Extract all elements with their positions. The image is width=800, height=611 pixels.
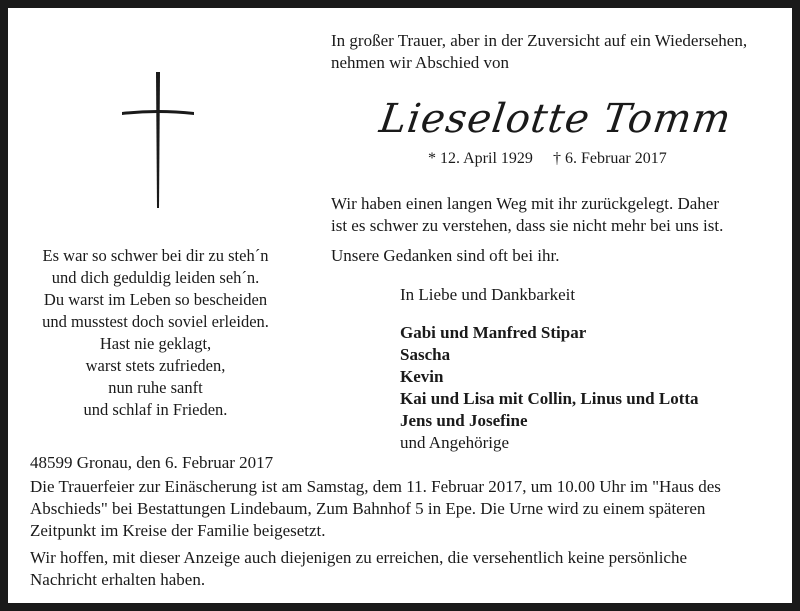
poem-line: Du warst im Leben so bescheiden	[43, 290, 268, 309]
cross-icon	[118, 70, 198, 210]
intro-line-1: In großer Trauer, aber in der Zuversicht auf ein Wiedersehen,	[331, 31, 748, 50]
mourner-name: Kai und Lisa mit Collin, Linus und Lotta	[400, 389, 699, 408]
mourners-relatives: und Angehörige	[400, 433, 510, 452]
poem-line: warst stets zufrieden,	[85, 356, 226, 375]
ceremony-line-3: Zeitpunkt im Kreise der Familie beigesetzt.	[30, 521, 326, 540]
poem-line: und musstest doch soviel erleiden.	[42, 312, 269, 331]
poem-line: und schlaf in Frieden.	[83, 400, 228, 419]
birth-date: * 12. April 1929	[428, 150, 533, 167]
message-line-2: ist es schwer zu verstehen, dass sie nicht mehr bei uns ist.	[331, 216, 724, 235]
poem-line: und dich geduldig leiden seh´n.	[51, 268, 260, 287]
note-line-1: Wir hoffen, mit dieser Anzeige auch diejenigen zu erreichen, die versehentlich keine persönliche	[30, 548, 688, 567]
poem	[18, 245, 293, 421]
poem-line: Hast nie geklagt,	[99, 334, 212, 353]
note-line-2: Nachricht erhalten haben.	[30, 570, 206, 589]
poem-line: nun ruhe sanft	[108, 378, 203, 397]
closing-line: In Liebe und Dankbarkeit	[400, 285, 576, 304]
deceased-name: Lieselotte Tomm	[376, 96, 735, 142]
ceremony-line-2: Abschieds" bei Bestattungen Lindebaum, Zum Bahnhof 5 in Epe. Die Urne wird zu einem späteren	[30, 499, 706, 518]
place-date: 48599 Gronau, den 6. Februar 2017	[30, 453, 274, 472]
intro-line-2: nehmen wir Abschied von	[331, 53, 509, 72]
message-line-3: Unsere Gedanken sind oft bei ihr.	[331, 246, 560, 265]
mourner-name: Jens und Josefine	[400, 411, 528, 430]
mourners-list	[400, 322, 699, 454]
death-date: † 6. Februar 2017	[553, 150, 667, 167]
mourner-name: Sascha	[400, 345, 451, 364]
message-line-1: Wir haben einen langen Weg mit ihr zurückgelegt. Daher	[331, 194, 720, 213]
mourner-name: Kevin	[400, 367, 444, 386]
poem-line: Es war so schwer bei dir zu steh´n	[42, 246, 269, 265]
mourner-name: Gabi und Manfred Stipar	[400, 323, 587, 342]
ceremony-line-1: Die Trauerfeier zur Einäscherung ist am Samstag, dem 11. Februar 2017, um 10.00 Uhr im "Haus des	[30, 477, 721, 496]
